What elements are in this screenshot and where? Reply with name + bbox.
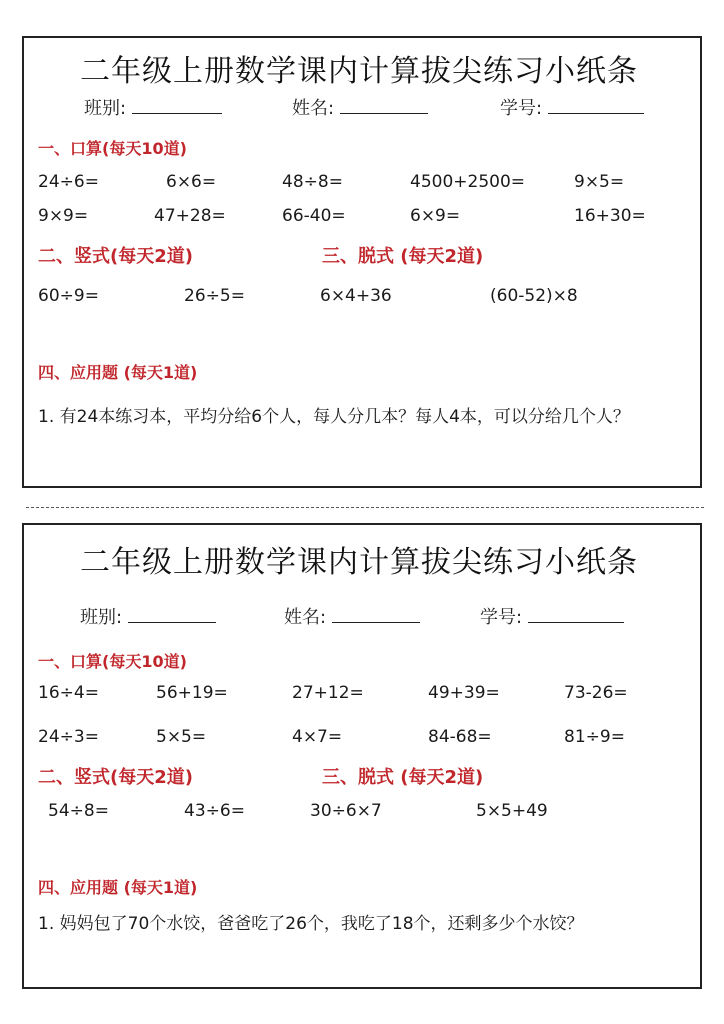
- sheet-title: 二年级上册数学课内计算拔尖练习小纸条: [80, 54, 638, 89]
- stepwise-problem: 6×4+36: [320, 286, 392, 306]
- oral-problem: 9×5=: [574, 172, 625, 192]
- stepwise-problem: 5×5+49: [476, 801, 548, 821]
- name-blank[interactable]: [332, 606, 420, 623]
- stepwise-problem: (60-52)×8: [490, 286, 578, 306]
- student-id-blank[interactable]: [528, 606, 624, 623]
- student-id-label: 学号:: [500, 98, 543, 119]
- vertical-problem: 43÷6=: [184, 801, 245, 821]
- name-label: 姓名:: [284, 607, 327, 628]
- vertical-problem: 26÷5=: [184, 286, 245, 306]
- section-stepwise-heading: 三、脱式 (每天2道): [322, 767, 484, 788]
- oral-problem: 6×9=: [410, 206, 461, 226]
- word-problem: 1. 妈妈包了70个水饺，爸爸吃了26个，我吃了18个，还剩多少个水饺？: [38, 914, 584, 934]
- vertical-problem: 60÷9=: [38, 286, 99, 306]
- word-problem: 1. 有24本练习本，平均分给6个人，每人分几本？每人4本，可以分给几个人？: [38, 407, 630, 427]
- oral-problem: 16+30=: [574, 206, 646, 226]
- student-id-field: [500, 94, 644, 120]
- oral-problem: 5×5=: [156, 727, 207, 747]
- student-id-label: 学号:: [480, 607, 523, 628]
- oral-problem: 6×6=: [166, 172, 217, 192]
- oral-problem: 4×7=: [292, 727, 343, 747]
- class-blank[interactable]: [128, 606, 216, 623]
- name-field: [292, 94, 428, 120]
- section-vertical-heading: 二、竖式(每天2道): [38, 767, 193, 788]
- section-vertical-heading: 二、竖式(每天2道): [38, 246, 193, 267]
- oral-problem: 56+19=: [156, 683, 228, 703]
- class-blank[interactable]: [132, 97, 222, 114]
- oral-problem: 84-68=: [428, 727, 492, 747]
- practice-slip-2: [22, 523, 702, 989]
- oral-problem: 66-40=: [282, 206, 346, 226]
- oral-problem: 24÷6=: [38, 172, 99, 192]
- practice-slip-1: [22, 36, 702, 488]
- oral-problem: 49+39=: [428, 683, 500, 703]
- class-field: [80, 603, 216, 629]
- section-oral-heading: 一、口算(每天10道): [38, 139, 187, 158]
- class-field: [84, 94, 222, 120]
- sheet-title: 二年级上册数学课内计算拔尖练习小纸条: [80, 545, 638, 580]
- class-label: 班别:: [84, 98, 127, 119]
- section-word-problem-heading: 四、应用题 (每天1道): [38, 878, 198, 897]
- section-stepwise-heading: 三、脱式 (每天2道): [322, 246, 484, 267]
- oral-problem: 9×9=: [38, 206, 89, 226]
- oral-problem: 16÷4=: [38, 683, 99, 703]
- class-label: 班别:: [80, 607, 123, 628]
- oral-problem: 73-26=: [564, 683, 628, 703]
- name-blank[interactable]: [340, 97, 428, 114]
- stepwise-problem: 30÷6×7: [310, 801, 382, 821]
- student-id-blank[interactable]: [548, 97, 644, 114]
- vertical-problem: 54÷8=: [48, 801, 109, 821]
- section-word-problem-heading: 四、应用题 (每天1道): [38, 363, 198, 382]
- oral-problem: 81÷9=: [564, 727, 625, 747]
- oral-problem: 27+12=: [292, 683, 364, 703]
- student-id-field: [480, 603, 624, 629]
- name-field: [284, 603, 420, 629]
- oral-problem: 24÷3=: [38, 727, 99, 747]
- oral-problem: 4500+2500=: [410, 172, 526, 192]
- name-label: 姓名:: [292, 98, 335, 119]
- oral-problem: 47+28=: [154, 206, 226, 226]
- oral-problem: 48÷8=: [282, 172, 343, 192]
- section-oral-heading: 一、口算(每天10道): [38, 652, 187, 671]
- cut-line: [26, 507, 704, 508]
